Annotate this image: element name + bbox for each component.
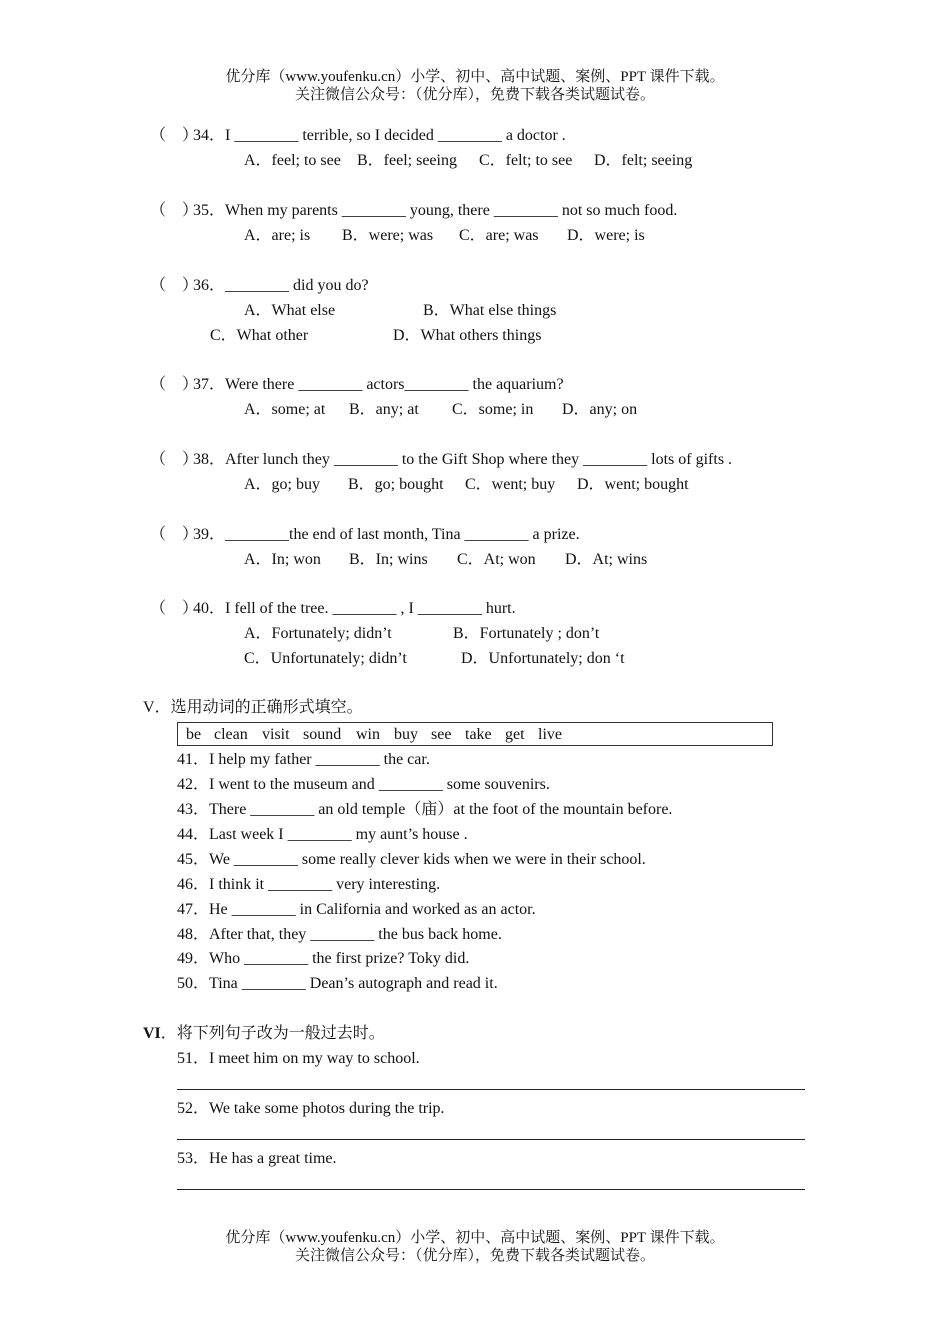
fill-item: 46．I think it ________ very interesting. <box>177 876 441 893</box>
option-a: A．some; at <box>244 401 326 418</box>
word-bank-word: visit <box>262 726 290 743</box>
question-stem: 37．Were there ________ actors________ the aquarium? <box>193 376 564 393</box>
section-6-numeral: VI <box>143 1025 161 1042</box>
option-a: A．go; buy <box>244 476 321 493</box>
section-5-heading <box>143 698 363 718</box>
section-5-title: ．选用动词的正确形式填空。 <box>154 699 363 716</box>
word-bank-word: be <box>186 726 202 743</box>
option-b: B．go; bought <box>348 476 444 493</box>
option-b: B．feel; seeing <box>357 152 457 169</box>
footer-line-2: 关注微信公众号：（优分库），免费下载各类试题试卷。 <box>294 1248 655 1264</box>
answer-bracket: （ ） <box>150 127 199 144</box>
option-c: C．What other <box>210 327 309 344</box>
word-bank-word: live <box>538 726 562 743</box>
fill-item: 49．Who ________ the first prize? Toky did. <box>177 950 470 967</box>
option-d: D．At; wins <box>565 551 648 568</box>
question-stem: 39．________the end of last month, Tina ________ a prize. <box>193 526 580 543</box>
word-bank-word: sound <box>303 726 342 743</box>
word-bank-word: win <box>356 726 380 743</box>
header-line-1: 优分库（www.youfenku.cn）小学、初中、高中试题、案例、PPT 课件下载。 <box>225 69 725 85</box>
fill-item: 44．Last week I ________ my aunt’s house . <box>177 826 468 843</box>
option-a: A．What else <box>244 302 336 319</box>
option-d: D．were; is <box>567 227 645 244</box>
fill-item: 50．Tina ________ Dean’s autograph and read it. <box>177 975 498 992</box>
answer-bracket: （ ） <box>150 526 199 543</box>
question-stem: 38．After lunch they ________ to the Gift Shop where they ________ lots of gifts . <box>193 451 733 468</box>
option-d: D．went; bought <box>577 476 689 493</box>
answer-bracket: （ ） <box>150 600 199 617</box>
rewrite-item: 53．He has a great time. <box>177 1150 337 1167</box>
question-stem: 34．I ________ terrible, so I decided ________ a doctor . <box>193 127 566 144</box>
option-b: B．were; was <box>342 227 434 244</box>
option-c: C．felt; to see <box>479 152 573 169</box>
option-a: A．are; is <box>244 227 311 244</box>
fill-item: 43．There ________ an old temple（庙）at the foot of the mountain before. <box>177 801 673 818</box>
fill-item: 48．After that, they ________ the bus back home. <box>177 926 502 943</box>
fill-item: 47．He ________ in California and worked as an actor. <box>177 901 536 918</box>
answer-bracket: （ ） <box>150 202 199 219</box>
option-a: A．In; won <box>244 551 321 568</box>
section-5-numeral: V <box>143 699 155 716</box>
rewrite-item: 52．We take some photos during the trip. <box>177 1100 445 1117</box>
word-bank-word: clean <box>214 726 248 743</box>
answer-line <box>177 1089 805 1090</box>
option-c: C．Unfortunately; didn’t <box>244 650 407 667</box>
fill-item: 42．I went to the museum and ________ some souvenirs. <box>177 776 550 793</box>
option-b: B．Fortunately ; don’t <box>453 625 600 642</box>
section-6-title: ．将下列句子改为一般过去时。 <box>160 1025 385 1042</box>
option-d: D．Unfortunately; don ‘t <box>461 650 625 667</box>
option-b: B．any; at <box>349 401 419 418</box>
option-a: A．Fortunately; didn’t <box>244 625 392 642</box>
option-b: B．What else things <box>423 302 557 319</box>
option-c: C．went; buy <box>465 476 556 493</box>
option-c: C．At; won <box>457 551 536 568</box>
word-bank-word: see <box>431 726 452 743</box>
answer-bracket: （ ） <box>150 277 199 294</box>
header-line-2: 关注微信公众号：（优分库），免费下载各类试题试卷。 <box>294 87 655 103</box>
rewrite-item: 51．I meet him on my way to school. <box>177 1050 420 1067</box>
word-bank-word: take <box>465 726 492 743</box>
word-bank-word: get <box>505 726 525 743</box>
question-stem: 36．________ did you do? <box>193 277 369 294</box>
section-6-heading <box>143 1024 385 1044</box>
answer-bracket: （ ） <box>150 376 199 393</box>
option-c: C．some; in <box>452 401 534 418</box>
question-stem: 40．I fell of the tree. ________ , I ________ hurt. <box>193 600 516 617</box>
option-d: D．any; on <box>562 401 638 418</box>
option-d: D．felt; seeing <box>594 152 693 169</box>
question-stem: 35．When my parents ________ young, there ________ not so much food. <box>193 202 678 219</box>
fill-item: 41．I help my father ________ the car. <box>177 751 430 768</box>
word-bank-word: buy <box>394 726 418 743</box>
option-b: B．In; wins <box>349 551 428 568</box>
answer-bracket: （ ） <box>150 451 199 468</box>
word-bank-box <box>177 722 773 746</box>
answer-line <box>177 1189 805 1190</box>
option-d: D．What others things <box>393 327 542 344</box>
option-a: A．feel; to see <box>244 152 341 169</box>
fill-item: 45．We ________ some really clever kids when we were in their school. <box>177 851 646 868</box>
answer-line <box>177 1139 805 1140</box>
option-c: C．are; was <box>459 227 539 244</box>
footer-line-1: 优分库（www.youfenku.cn）小学、初中、高中试题、案例、PPT 课件下载。 <box>225 1230 725 1246</box>
